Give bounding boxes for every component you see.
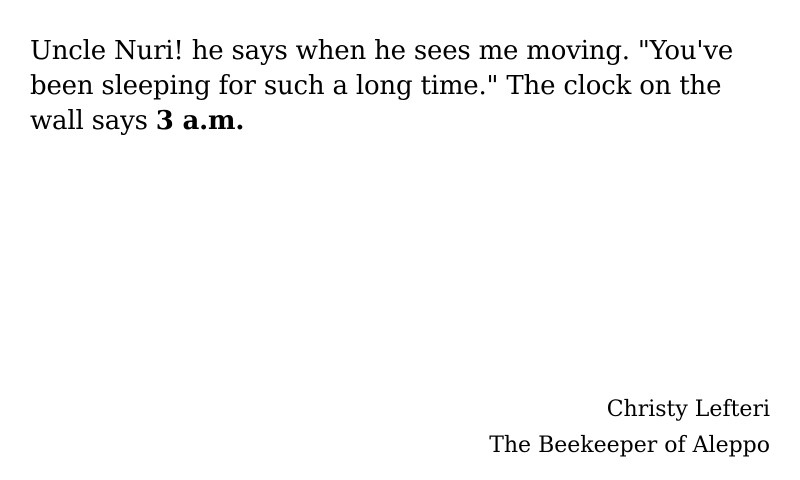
author-name: Christy Lefteri — [606, 397, 770, 422]
attribution — [489, 392, 770, 464]
quote-text — [30, 34, 775, 139]
book-title: The Beekeeper of Aleppo — [489, 433, 770, 458]
quote-time-highlight: 3 a.m. — [155, 106, 245, 136]
quote-body: Uncle Nuri! he says when he sees me moving. "You've been sleeping for such a long time." The clock on the wall says — [30, 36, 734, 136]
